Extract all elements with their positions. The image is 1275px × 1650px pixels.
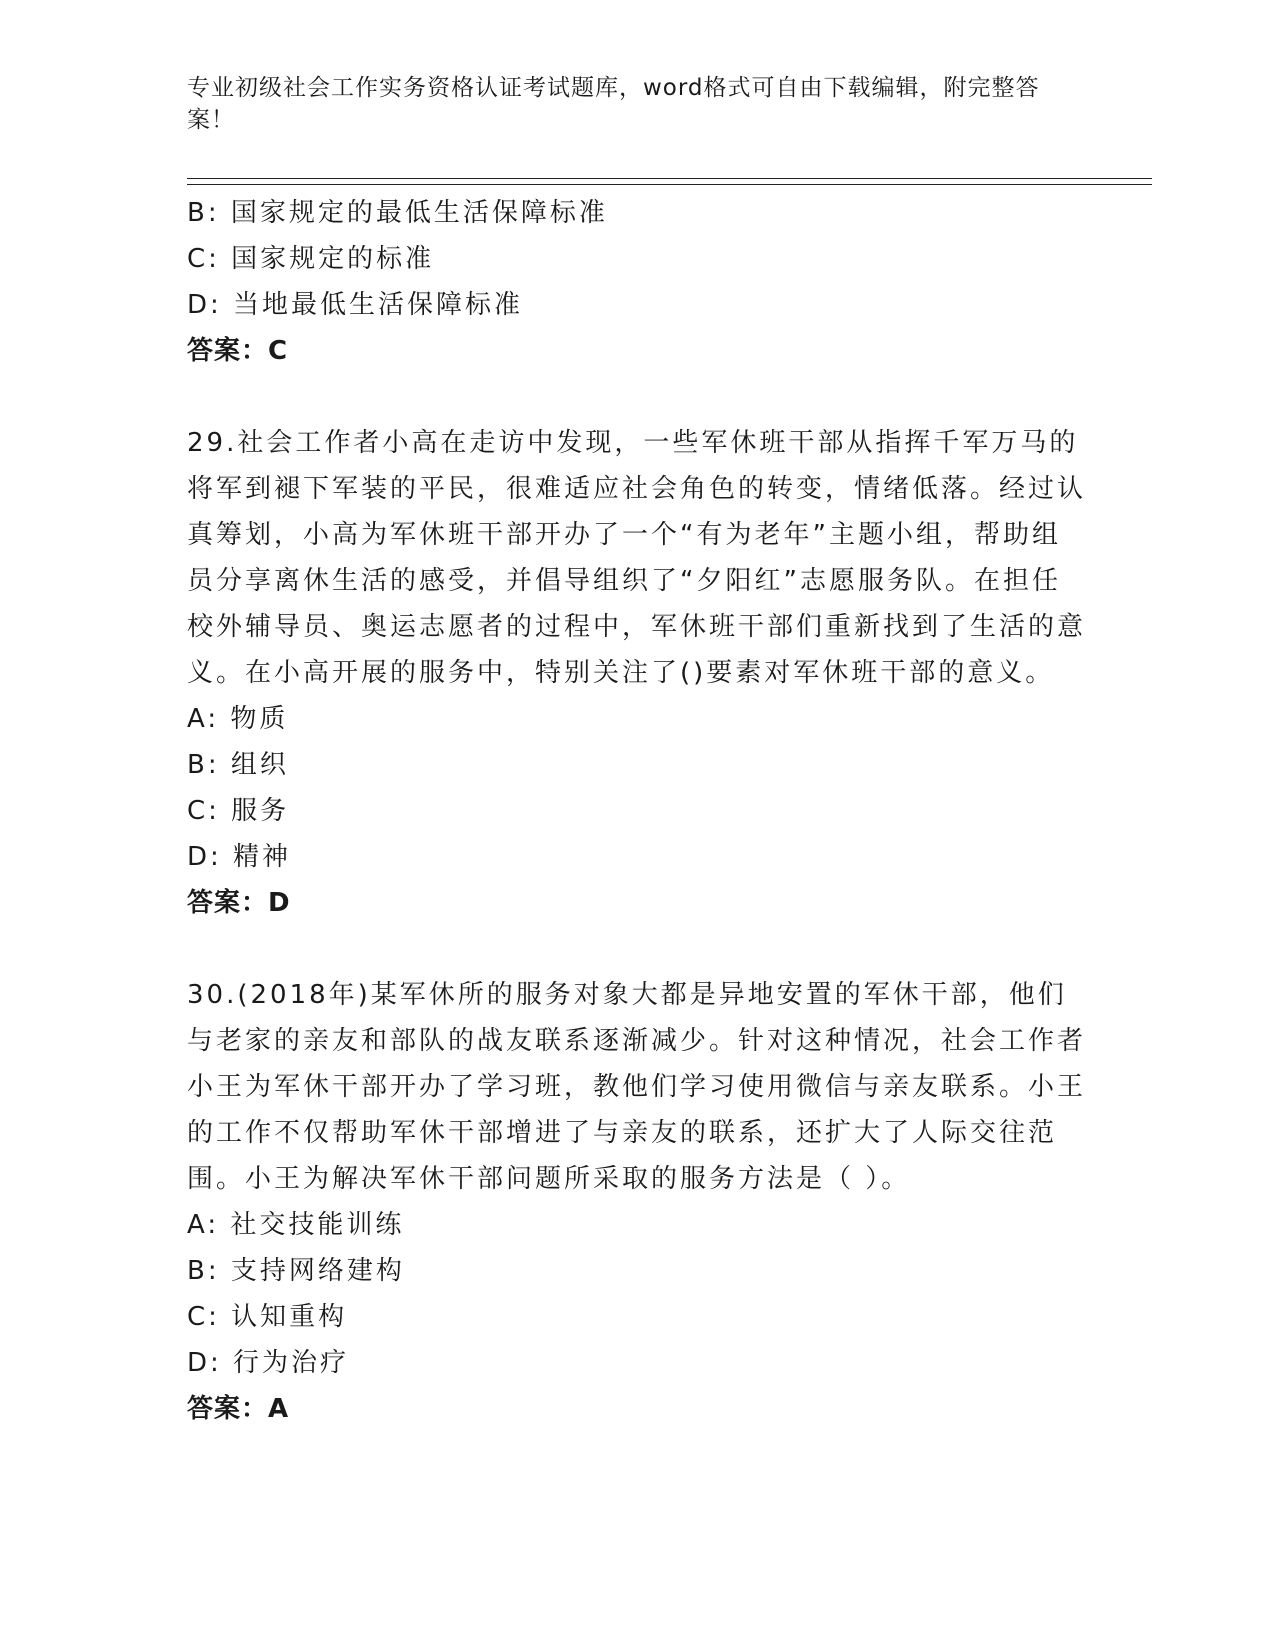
q28-option-d: D: 当地最低生活保障标准 bbox=[187, 290, 524, 320]
q29-option-d: D: 精神 bbox=[187, 842, 292, 872]
q29-option-b: B: 组织 bbox=[187, 750, 289, 780]
spacer bbox=[187, 926, 1087, 972]
q30-option-a: A: 社交技能训练 bbox=[187, 1210, 405, 1240]
q28-answer: 答案：C bbox=[187, 336, 289, 366]
q28-option-c: C: 国家规定的标准 bbox=[187, 244, 435, 274]
q29-option-c: C: 服务 bbox=[187, 796, 290, 826]
header-divider-top bbox=[187, 178, 1152, 179]
q30-question-text: 30.(2018年)某军休所的服务对象大都是异地安置的军休干部，他们与老家的亲友和部队的战友联系逐渐减少。针对这种情况，社会工作者小王为军休干部开办了学习班，教他们学习使用微信与亲友联系。小王的工作不仅帮助军休干部增进了与亲友的联系，还扩大了人际交往范围。小王为解决军休干部问题所采取的服务方法是（ ）。 bbox=[187, 980, 1087, 1194]
q29-question-text: 29.社会工作者小高在走访中发现，一些军休班干部从指挥千军万马的将军到褪下军装的平民，很难适应社会角色的转变，情绪低落。经过认真筹划，小高为军休班干部开办了一个“有为老年”主题小组，帮助组员分享离休生活的感受，并倡导组织了“夕阳红”志愿服务队。在担任校外辅导员、奥运志愿者的过程中，军休班干部们重新找到了生活的意义。在小高开展的服务中，特别关注了()要素对军休班干部的意义。 bbox=[187, 428, 1087, 688]
q29-answer: 答案：D bbox=[187, 888, 291, 918]
q30-answer: 答案：A bbox=[187, 1394, 290, 1424]
page-header: 专业初级社会工作实务资格认证考试题库，word格式可自由下载编辑，附完整答案！ bbox=[187, 75, 1040, 133]
q30-option-c: C: 认知重构 bbox=[187, 1302, 348, 1332]
question-content bbox=[187, 190, 1087, 1432]
q29-option-a: A: 物质 bbox=[187, 704, 289, 734]
q28-option-b: B: 国家规定的最低生活保障标准 bbox=[187, 198, 608, 228]
q30-option-d: D: 行为治疗 bbox=[187, 1348, 350, 1378]
q30-option-b: B: 支持网络建构 bbox=[187, 1256, 405, 1286]
spacer bbox=[187, 374, 1087, 420]
header-divider-bottom bbox=[187, 184, 1152, 185]
